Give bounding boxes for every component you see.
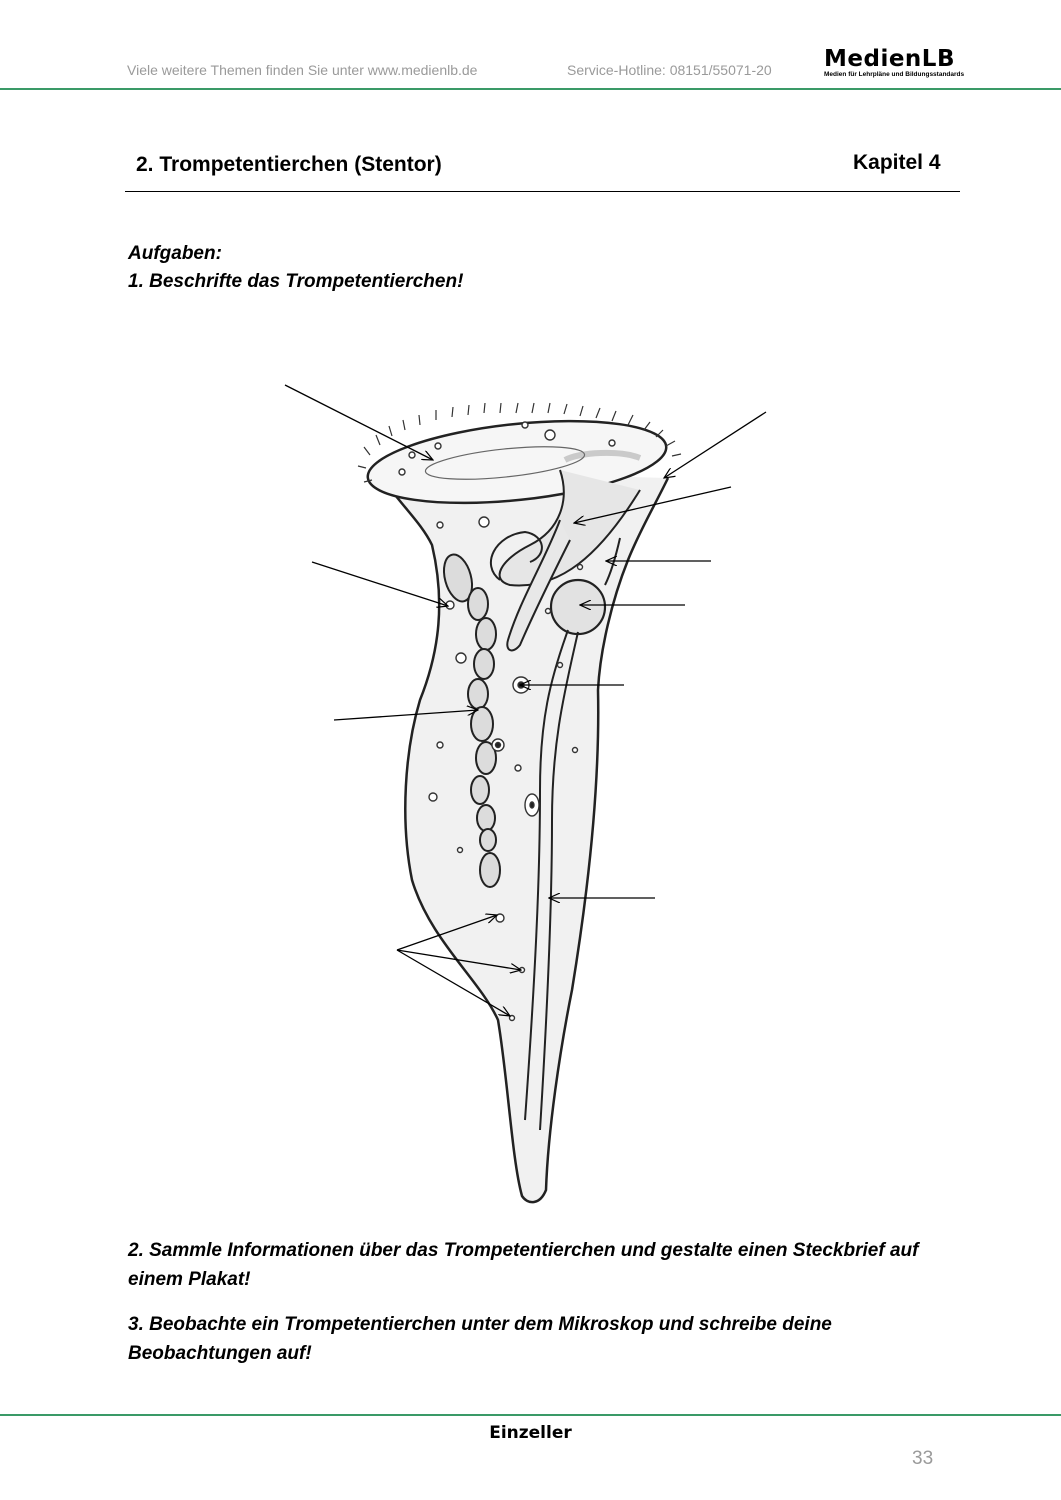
task-1: 1. Beschrifte das Trompetentierchen! <box>128 271 464 292</box>
contractile-vacuole <box>551 580 605 634</box>
footer-divider <box>0 1414 1061 1416</box>
tasks-heading: Aufgaben: <box>128 243 222 264</box>
logo-name: MedienLB <box>824 46 955 72</box>
website-text: Viele weitere Themen finden Sie unter www.medienlb.de <box>127 62 478 78</box>
logo-tagline: Medien für Lehrpläne und Bildungsstandards <box>824 71 965 78</box>
hotline-text: Service-Hotline: 08151/55071-20 <box>567 62 772 78</box>
task-2: 2. Sammle Informationen über das Trompetentierchen und gestalte einen Steckbrief auf einem Plakat! <box>128 1240 919 1290</box>
page-number: 33 <box>912 1448 934 1469</box>
arrow-2 <box>664 412 766 478</box>
footer-section: Einzeller <box>489 1423 572 1443</box>
arrow-6 <box>312 562 448 606</box>
arrow-1 <box>285 385 433 460</box>
chapter-label: Kapitel 4 <box>853 151 941 174</box>
page-title: 2. Trompetentierchen (Stentor) <box>136 153 442 176</box>
task-3: 3. Beobachte ein Trompetentierchen unter dem Mikroskop und schreibe deine Beobachtungen auf! <box>128 1314 832 1364</box>
